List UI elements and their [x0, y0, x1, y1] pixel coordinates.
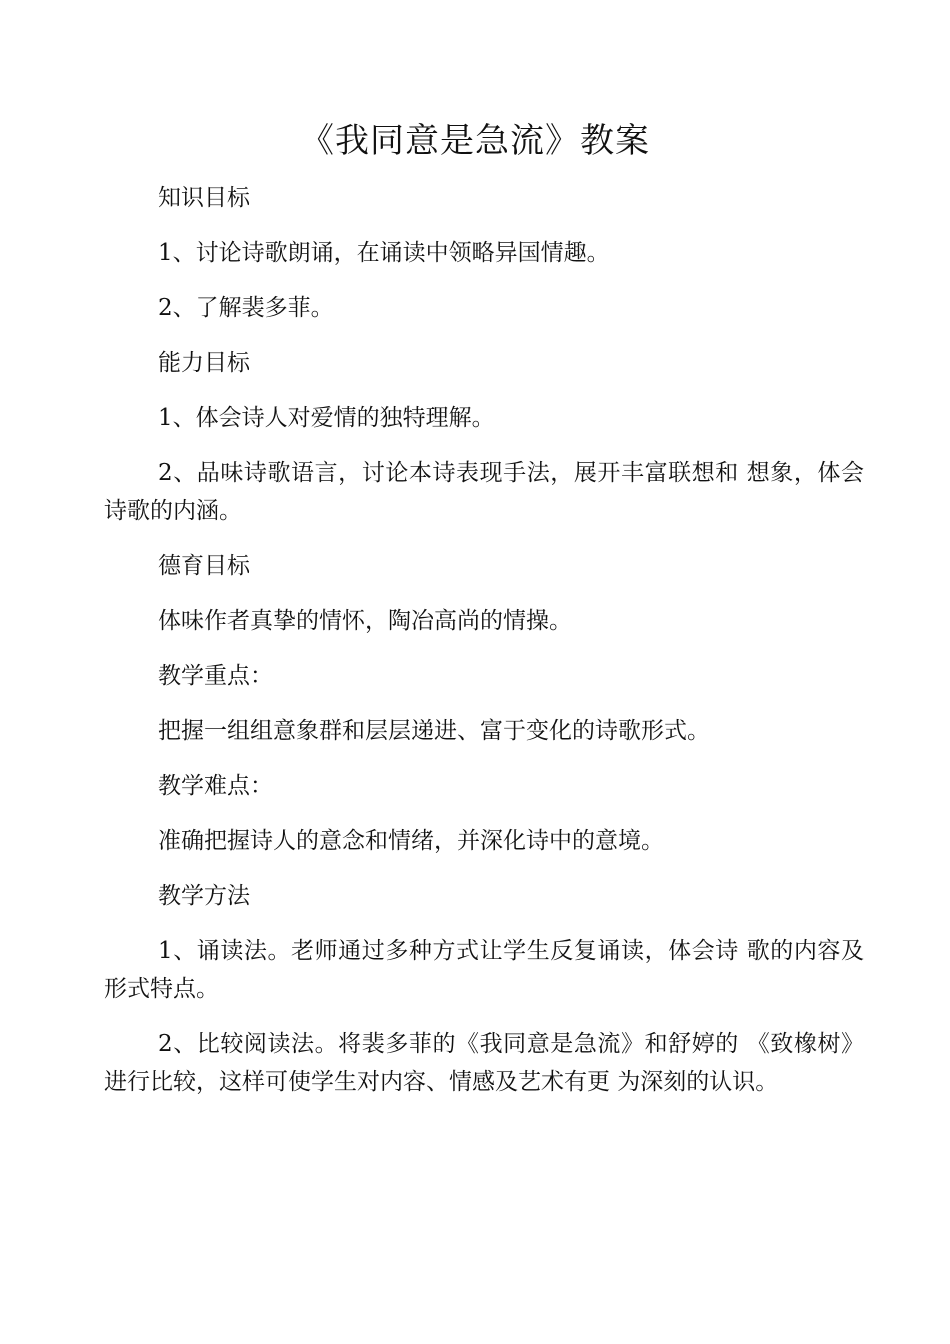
paragraph-teaching-method-1: 1、诵读法。老师通过多种方式让学生反复诵读，体会诗 歌的内容及形式特点。 [104, 938, 864, 1002]
document-body [104, 179, 864, 1118]
paragraph-moral-goal: 体味作者真挚的情怀，陶冶高尚的情操。 [158, 608, 572, 634]
heading-moral-goals: 德育目标 [158, 553, 250, 579]
paragraph-teaching-method-2: 2、比较阅读法。将裴多菲的《我同意是急流》和舒婷的 《致橡树》进行比较，这样可使学生对内容、情感及艺术有更 为深刻的认识。 [104, 1031, 864, 1095]
paragraph-teaching-difficulty: 准确把握诗人的意念和情绪，并深化诗中的意境。 [158, 828, 664, 854]
heading-teaching-focus: 教学重点： [158, 663, 273, 689]
heading-teaching-methods: 教学方法 [158, 883, 250, 909]
heading-knowledge-goals: 知识目标 [158, 185, 250, 211]
paragraph-ability-goal-2: 2、品味诗歌语言，讨论本诗表现手法，展开丰富联想和 想象，体会诗歌的内涵。 [104, 460, 864, 524]
paragraph-teaching-focus: 把握一组组意象群和层层递进、富于变化的诗歌形式。 [158, 718, 710, 744]
heading-teaching-difficulty: 教学难点： [158, 773, 273, 799]
paragraph-ability-goal-1: 1、体会诗人对爱情的独特理解。 [158, 405, 495, 431]
heading-ability-goals: 能力目标 [158, 350, 250, 376]
document-title: 《我同意是急流》教案 [300, 121, 650, 161]
paragraph-knowledge-goal-1: 1、讨论诗歌朗诵，在诵读中领略异国情趣。 [158, 240, 610, 266]
paragraph-knowledge-goal-2: 2、了解裴多菲。 [158, 295, 334, 321]
